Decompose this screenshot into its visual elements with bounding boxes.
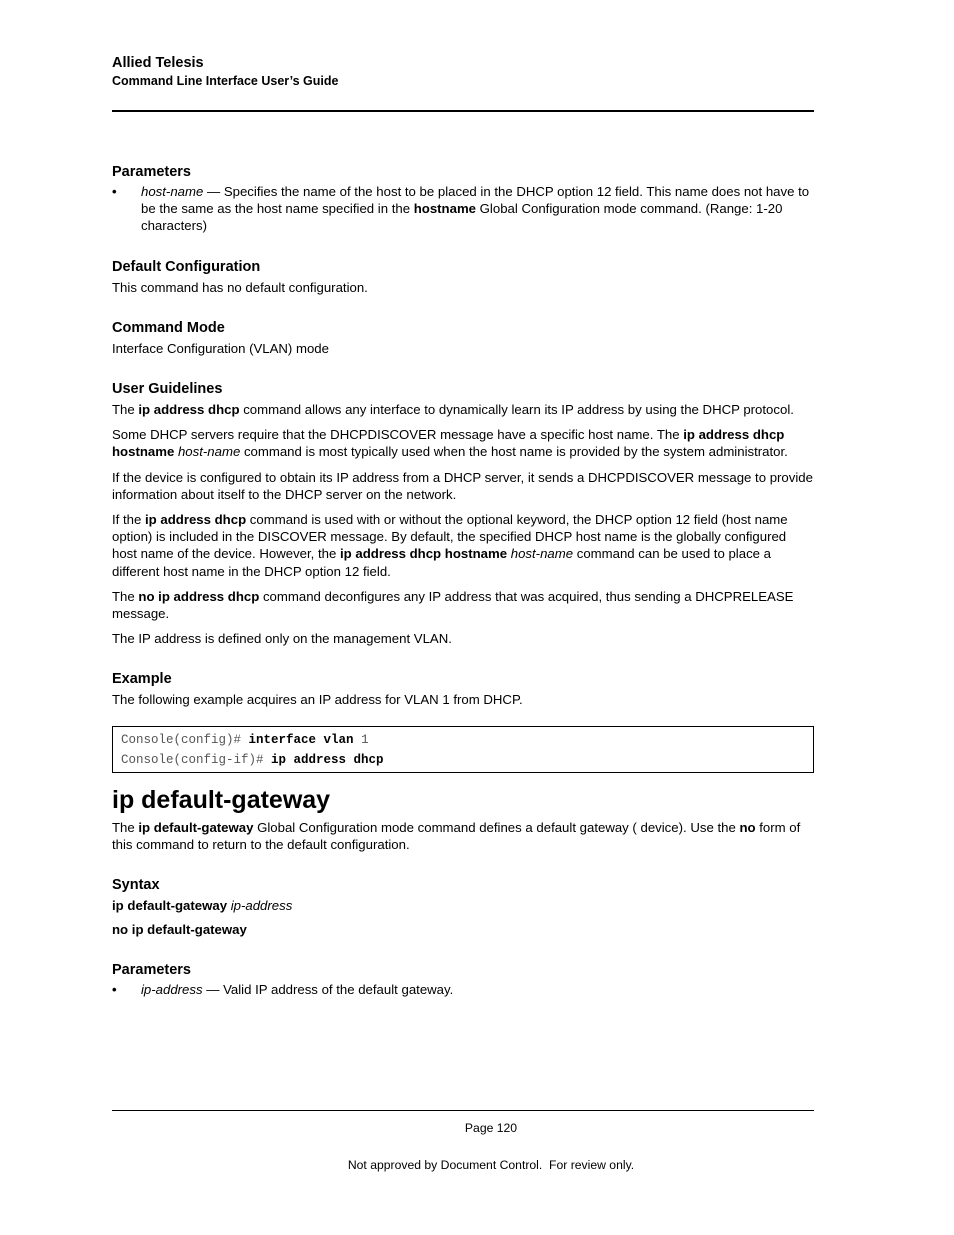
paragraph: This command has no default configuration. [112, 279, 368, 295]
command-title: ip default-gateway [112, 785, 331, 814]
paragraph: The following example acquires an IP address for VLAN 1 from DHCP. [112, 692, 523, 708]
paragraph: The ip address dhcp command allows any interface to dynamically learn its IP address by using the DHCP protocol. [112, 402, 794, 418]
section-heading: Default Configuration [112, 258, 261, 275]
section-user-guidelines [112, 380, 814, 647]
footer-rule [112, 1110, 814, 1111]
param-term: host-name [141, 184, 204, 199]
paragraph: The ip default-gateway Global Configuration mode command defines a default gateway ( device). Use the no form of this command to return to the default configuration. [112, 819, 801, 852]
syntax-line: no ip default-gateway [112, 922, 247, 938]
section-ip-default-gateway [112, 785, 814, 853]
bullet-icon: • [112, 982, 117, 998]
section-heading: Parameters [112, 962, 191, 979]
header-company: Allied Telesis [112, 55, 204, 71]
section-heading: Example [112, 671, 172, 688]
section-heading: User Guidelines [112, 381, 223, 398]
bullet-icon: • [112, 184, 117, 199]
syntax-line: ip default-gateway ip-address [112, 898, 293, 914]
param-term: ip-address [141, 982, 203, 998]
paragraph: If the device is configured to obtain its IP address from a DHCP server, it sends a DHCPDISCOVER message to provide information about itself to the DHCP server on the network. [112, 469, 813, 502]
section-parameters [112, 961, 814, 998]
paragraph: Some DHCP servers require that the DHCPDISCOVER message have a specific host name. The ip address dhcp hostname host-name command is most typically used when the host name is provided by the system administrator. [112, 427, 788, 460]
section-heading: Syntax [112, 877, 160, 894]
page-content [112, 163, 814, 999]
section-syntax [112, 876, 814, 938]
page-number: Page 120 [464, 1121, 518, 1135]
header-guide-title: Command Line Interface User’s Guide [112, 74, 339, 88]
section-heading: Parameters [112, 164, 191, 180]
list-item: • ip-address — Valid IP address of the default gateway. [112, 982, 454, 998]
review-note: Not approved by Document Control. For review only. [347, 1158, 635, 1172]
section-default-configuration [112, 258, 814, 296]
code-line: Console(config)# interface vlan 1 [121, 732, 369, 747]
section-parameters [112, 163, 814, 235]
section-example [112, 670, 814, 772]
paragraph: The no ip address dhcp command deconfigures any IP address that was acquired, thus sending a DHCPRELEASE message. [112, 588, 794, 622]
code-block [112, 726, 814, 773]
paragraph: The IP address is defined only on the management VLAN. [112, 631, 452, 647]
paragraph: Interface Configuration (VLAN) mode [112, 340, 329, 356]
code-line: Console(config-if)# ip address dhcp [121, 752, 384, 767]
paragraph: If the ip address dhcp command is used with or without the optional keyword, the DHCP option 12 field (host name option) is included in the DISCOVER message. By default, the specified DHCP host name is the globally configured host name of the device. However, the ip address dhcp hostname host-name command can be used to place a different host name in the DHCP option 12 field. [112, 512, 788, 579]
header-rule [112, 110, 814, 112]
section-command-mode [112, 319, 814, 357]
section-heading: Command Mode [112, 319, 225, 336]
list-item: • host-name — Specifies the name of the host to be placed in the DHCP option 12 field. This name does not have to be the same as the host name specified in the hostname Global Configuration mode command. (Range: 1-20 characters) [112, 184, 810, 234]
